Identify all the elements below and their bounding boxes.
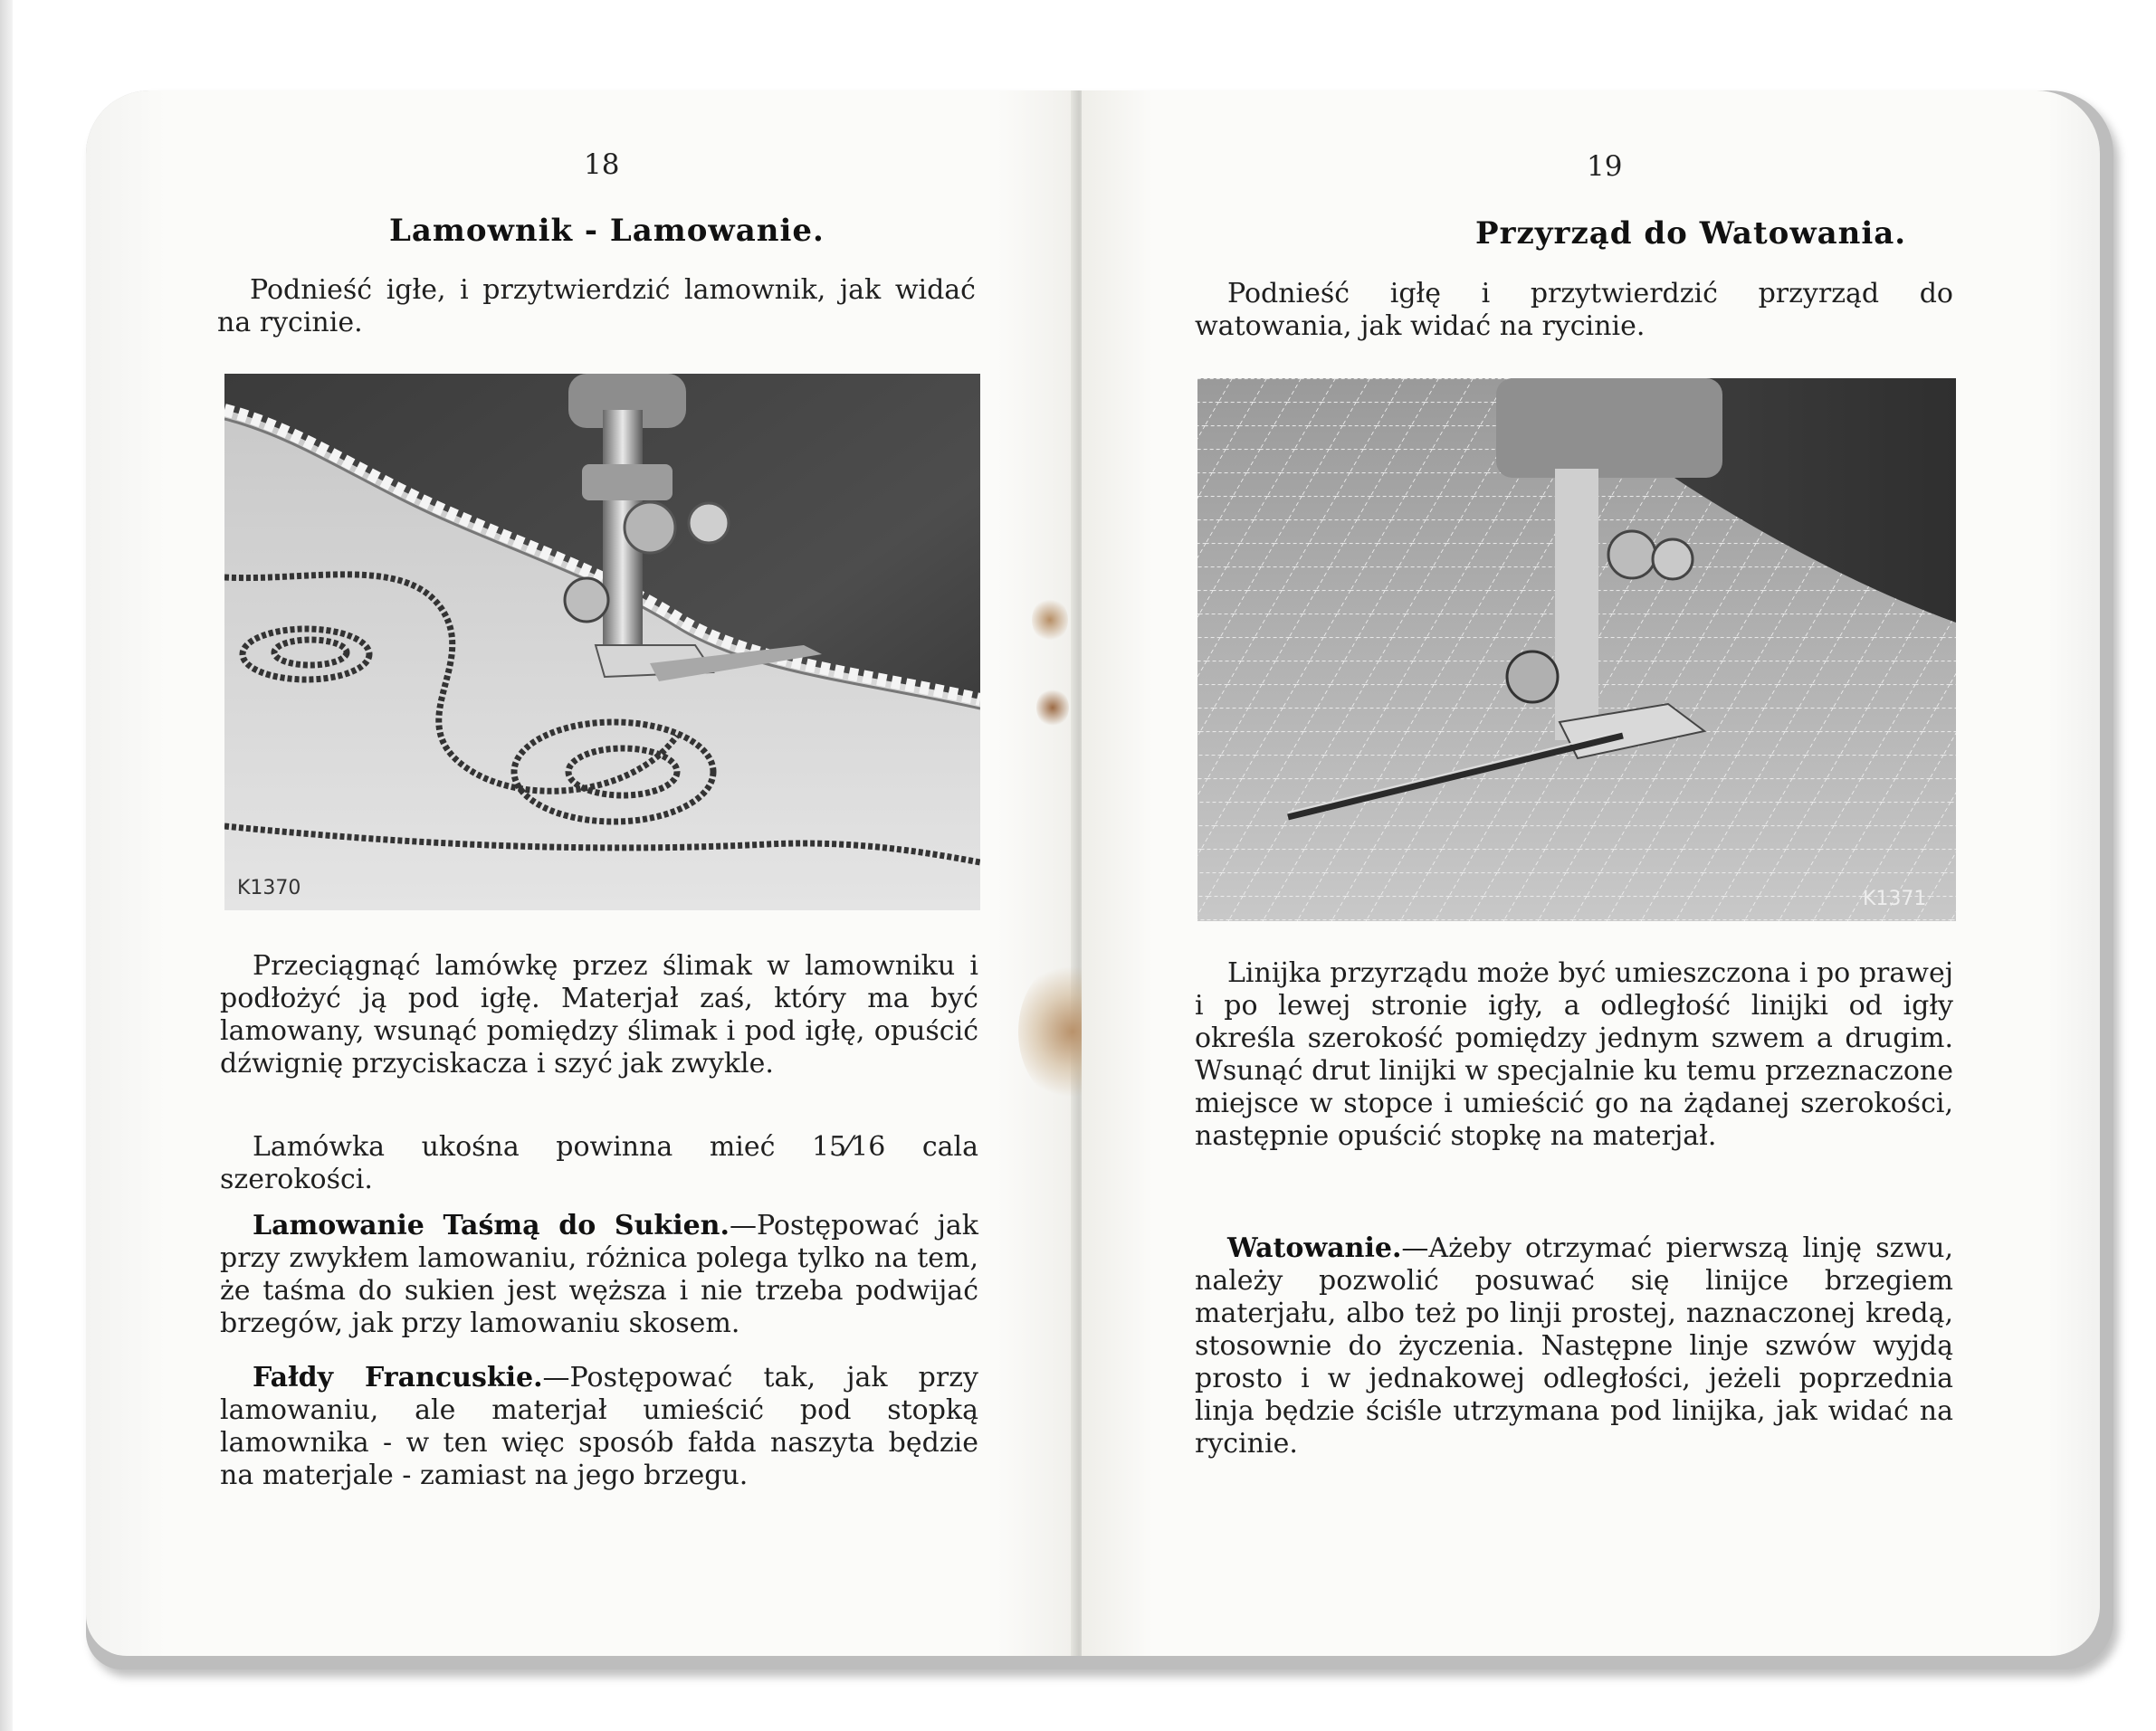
stain-mark bbox=[1036, 688, 1069, 728]
right-page bbox=[1082, 90, 2100, 1656]
left-paragraph-2: Lamówka ukośna powinna mieć 15⁄16 cala szerokości. bbox=[220, 1131, 978, 1195]
stain-mark bbox=[1032, 597, 1068, 642]
left-section-1-heading: Lamowanie Taśmą do Sukien. bbox=[253, 1210, 730, 1241]
right-figure-code: K1371 bbox=[1863, 888, 1927, 910]
right-page-title: Przyrząd do Watowania. bbox=[1475, 215, 1907, 252]
left-intro: Podnieść igłe, i przytwierdzić lamownik, jak widać na rycinie. bbox=[217, 274, 976, 338]
right-section-watowanie bbox=[1195, 1232, 1953, 1460]
left-section-1-text: —Postępować jak przy zwykłem lamowaniu, różnica polega tylko na tem, że taśma do sukien jest węższa i nie trzeba podwijać brzegów, jak przy lamowaniu skosem. bbox=[220, 1210, 978, 1339]
left-page-number: 18 bbox=[584, 148, 620, 181]
binding-attachment-illustration bbox=[224, 374, 980, 910]
right-paragraph-1: Linijka przyrządu może być umieszczona i po prawej i po lewej stronie igły, a odległość linijki od igły określa szerokość pomiędzy jednym szwem a drugim. Wsunąć drut linijki w specjalnie ku temu przeznaczone miejsce w stopce i umieścić go na żądanej szerokości, następnie opuścić stopkę na materjał. bbox=[1195, 957, 1953, 1152]
right-section-1-text: —Ażeby otrzymać pierwszą linję szwu, należy pozwolić posuwać się linijce brzegiem materjału, albo też po linji prostej, naznaczonej kredą, stosownie do życzenia. Następne linje szwów wyjdą prosto i w jednakowej odległości, jeżeli poprzednia linja będzie ściśle utrzymana pod linijka, jak widać na rycinie. bbox=[1195, 1232, 1953, 1460]
scan-edge bbox=[0, 0, 13, 1731]
right-section-1-heading: Watowanie. bbox=[1227, 1232, 1402, 1264]
right-intro: Podnieść igłę i przytwierdzić przyrząd do watowania, jak widać na rycinie. bbox=[1195, 278, 1953, 342]
quilting-illustration-svg bbox=[1197, 378, 1956, 921]
left-page bbox=[86, 90, 1077, 1656]
left-paragraph-1: Przeciągnąć lamówkę przez ślimak w lamowniku i podłożyć ją pod igłę. Materjał zaś, który ma być lamowany, wsunąć pomiędzy ślimak i pod igłę, opuścić dźwignię przyciskacza i szyć jak zwykle. bbox=[220, 950, 978, 1079]
open-booklet bbox=[86, 90, 2113, 1669]
left-page-title: Lamownik - Lamowanie. bbox=[389, 213, 825, 249]
left-section-2-text: —Postępować tak, jak przy lamowaniu, ale materjał umieścić pod stopką lamownika - w ten więc sposób fałda naszyta będzie na materjale - zamiast na jego brzegu. bbox=[220, 1362, 978, 1491]
left-section-lamowanie-tasma bbox=[220, 1210, 978, 1340]
quilting-attachment-illustration bbox=[1197, 378, 1956, 921]
left-figure-code: K1370 bbox=[237, 877, 301, 899]
left-section-2-heading: Fałdy Francuskie. bbox=[253, 1362, 543, 1393]
left-section-faldy-francuskie bbox=[220, 1362, 978, 1492]
right-page-number: 19 bbox=[1587, 150, 1623, 183]
binding-illustration-svg bbox=[224, 374, 980, 910]
